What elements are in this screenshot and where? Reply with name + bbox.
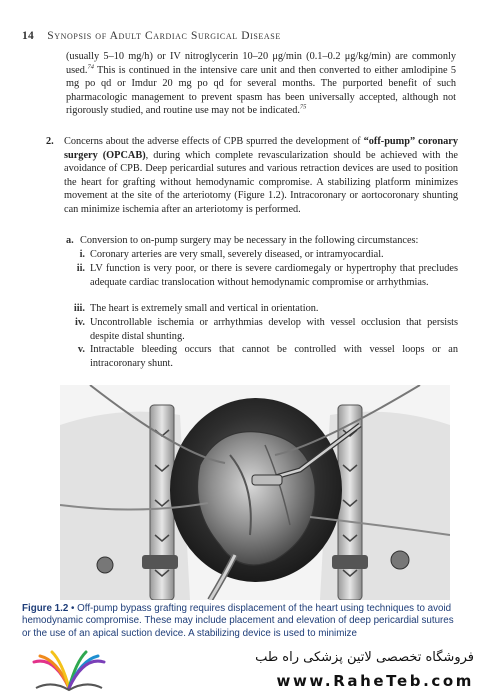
item-2-lead: Concerns about the adverse effects of CPB spurred the development of bbox=[64, 136, 364, 147]
running-head bbox=[22, 30, 482, 42]
intro-text-part-1: (usually 5–10 mg/h) or IV nitroglycerin 10–20 μg/min (0.1–0.2 μg/kg/min) are commonly used. bbox=[66, 51, 456, 76]
intro-text bbox=[66, 50, 456, 118]
opcab-illustration bbox=[60, 385, 450, 600]
circumstance-text: Uncontrollable ischemia or arrhythmias develop with vessel occlusion that persists despite distal shunting. bbox=[90, 317, 458, 342]
figure-label: Figure 1.2 bbox=[22, 603, 69, 614]
item-number: 2. bbox=[46, 136, 54, 147]
watermark-url: www.RaheTeb.com bbox=[276, 672, 474, 690]
sub-item-label: a. bbox=[66, 235, 74, 246]
sub-item-a bbox=[66, 234, 458, 248]
roman-numeral: iii. bbox=[73, 303, 85, 314]
roman-numeral: iv. bbox=[74, 317, 85, 328]
roman-numeral: i. bbox=[79, 249, 85, 260]
list-item-2 bbox=[46, 135, 458, 217]
list-item-iii bbox=[73, 302, 458, 316]
circumstance-text: Intractable bleeding occurs that cannot be controlled with vessel loops or an intracoronary shunt. bbox=[90, 344, 458, 369]
reference-75: 75 bbox=[299, 103, 307, 111]
circumstance-text: Coronary arteries are very small, severely diseased, or intramyocardial. bbox=[90, 249, 384, 260]
caption-bullet: • bbox=[68, 603, 78, 614]
circumstance-text: LV function is very poor, or there is severe cardiomegaly or hypertrophy that precludes adequate cardiac translocation without hemodynamic compromise or arrhythmias. bbox=[90, 263, 458, 288]
reference-74: 74 bbox=[87, 63, 94, 71]
opcab-term: “off-pump” coronary surgery (OPCAB) bbox=[64, 136, 458, 161]
list-item-i bbox=[79, 248, 458, 262]
circumstance-text: The heart is extremely small and vertical in orientation. bbox=[90, 303, 319, 314]
roman-numeral: v. bbox=[77, 344, 85, 355]
figure-1-2-illustration bbox=[60, 385, 450, 600]
sub-item-a-text: Conversion to on-pump surgery may be necessary in the following circumstances: bbox=[80, 235, 419, 246]
list-item-ii bbox=[76, 262, 458, 289]
item-2-text bbox=[64, 135, 458, 217]
watermark-banner bbox=[0, 640, 500, 700]
item-2-rest: , during which complete revascularization should be achieved with the avoidance of CPB. Deep pericardial sutures and various retraction devices are used to position the heart for grafting without hemodynamic compromise. A stabilizing platform minimizes movement at the site of the arteriotomy (Figure 1.2). Intracoronary or aortocoronary shunting can minimize ischemia after an arteriotomy is performed. bbox=[64, 149, 458, 215]
open-book-logo-icon bbox=[30, 648, 108, 696]
running-title: Synopsis of Adult Cardiac Surgical Disease bbox=[47, 30, 281, 42]
watermark-persian-text: فروشگاه تخصصی لاتین پزشکی راه طب bbox=[255, 650, 474, 665]
list-item-iv bbox=[74, 316, 458, 343]
roman-numeral: ii. bbox=[76, 263, 85, 274]
caption-text: Off-pump bypass grafting requires displacement of the heart using techniques to avoid hemodynamic compromise. These may include placement and elevation of deep pericardial sutures or the use of an apical suction device. A stabilizing device is used to minimize bbox=[22, 603, 454, 639]
intro-paragraph bbox=[66, 50, 456, 118]
figure-caption bbox=[22, 603, 462, 641]
intro-text-part-2: This is continued in the intensive care unit and then converted to either amlodipine 5 mg po qd or Imdur 20 mg po qd for several months. The purported benefit of such pharmacologic management to prevent spasm has been universally accepted, although not rigorously studied, and routine use may not be indicated. bbox=[66, 64, 456, 117]
list-item-v bbox=[77, 343, 458, 370]
page-number: 14 bbox=[22, 30, 35, 42]
